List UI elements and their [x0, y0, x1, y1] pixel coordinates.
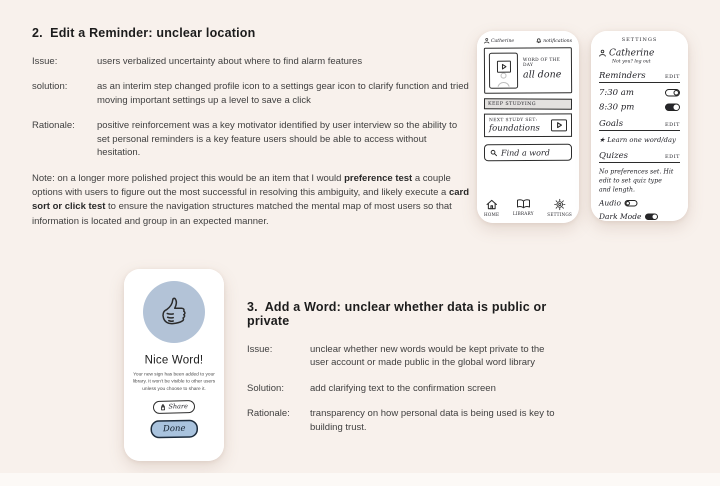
bottom-nav: [484, 199, 572, 218]
rationale-label: Rationale:: [32, 120, 75, 132]
audio-toggle[interactable]: [624, 200, 637, 207]
find-a-word-search[interactable]: [484, 144, 572, 161]
book-icon: [516, 199, 531, 210]
search-label: Find a word: [500, 147, 550, 158]
rationale-row: [247, 407, 567, 434]
next-study-label: NEXT STUDY SET:: [488, 117, 538, 123]
done-button[interactable]: [150, 420, 198, 439]
mock-confirmation-screen: [124, 269, 224, 461]
thumbs-up-badge: [143, 281, 205, 343]
issue-label: Issue:: [32, 56, 58, 67]
home-icon: [485, 199, 498, 211]
solution-text: as an interim step changed profile icon to a settings gear icon to clarify function and tried moving important settings up a level to save a click: [97, 81, 469, 106]
nav-item-home[interactable]: [484, 199, 499, 218]
magnifier-icon: [490, 149, 498, 157]
quizzes-note: No preferences set. Hit edit to set quiz type and length.: [599, 167, 674, 194]
nav-library-label: LIBRARY: [512, 211, 534, 216]
dark-mode-row: [599, 212, 680, 221]
issue-row: [32, 55, 480, 68]
thumbs-up-icon: [156, 294, 192, 330]
confirmation-heading: Nice Word!: [144, 353, 204, 366]
video-thumbnail[interactable]: [489, 53, 518, 89]
nav-item-settings[interactable]: [547, 199, 572, 218]
rationale-text: transparency on how personal data is being used is key to building trust.: [310, 408, 555, 433]
play-icon: [501, 64, 507, 70]
nav-item-library[interactable]: [513, 199, 534, 218]
reminder-row: [599, 102, 680, 112]
goals-header: [599, 119, 680, 132]
wireframe-home-screen: [477, 31, 579, 223]
rationale-label: Rationale:: [247, 408, 290, 420]
issue-row: [247, 343, 567, 370]
dark-mode-toggle[interactable]: [645, 213, 658, 220]
person-icon: [599, 49, 606, 56]
reminders-edit-button[interactable]: EDIT: [665, 74, 680, 80]
solution-row: [247, 382, 567, 395]
section-add-word: [247, 300, 567, 446]
word-of-day-label: WORD OF THE DAY: [522, 57, 561, 68]
goals-edit-button[interactable]: EDIT: [665, 122, 680, 128]
audio-row: [599, 199, 680, 208]
reminder-row: [599, 88, 680, 98]
person-icon: [484, 38, 490, 44]
next-study-set-card[interactable]: [484, 113, 572, 137]
rationale-text: positive reinforcement was a key motivator identified by user interview so the ability to set personal reminders is a key feature users should be able to access without hesitation.: [97, 120, 458, 159]
play-icon: [556, 122, 563, 129]
share-label: Share: [168, 402, 189, 411]
nav-home-label: HOME: [484, 212, 500, 217]
solution-row: [32, 80, 480, 107]
testing-note: Note: on a longer more polished project this would be an item that I would preference test a couple options with users to figure out the most successful in resolving this ambiguity, and likely execute a card sort or click test to ensure the navigation structures matched the mental map of most users so that information is located and group in an expected manner.: [32, 172, 470, 227]
reminders-label: Reminders: [599, 70, 646, 81]
logout-link[interactable]: Not you? log out: [612, 58, 651, 64]
goal-item: ★ Learn one word/day: [599, 136, 676, 144]
signer-figure-sketch: [495, 72, 512, 87]
page-bottom-edge: [0, 473, 720, 486]
solution-label: solution:: [32, 81, 68, 93]
goals-label: Goals: [599, 118, 624, 129]
profile-name: Catherine: [491, 38, 515, 44]
reminders-header: [599, 71, 680, 84]
home-topbar: [484, 38, 572, 44]
settings-profile: [599, 48, 680, 59]
solution-text: add clarifying text to the confirmation screen: [310, 382, 496, 394]
audio-label: Audio: [599, 198, 621, 208]
quizzes-edit-button[interactable]: EDIT: [665, 154, 680, 160]
notifications-chip[interactable]: [536, 38, 572, 44]
quizzes-label: Quizes: [599, 150, 629, 161]
bell-icon: [536, 38, 542, 44]
issue-text: users verbalized uncertainty about where to find alarm features: [97, 56, 363, 67]
confirmation-body: Your new sign has been added to your library. It won't be visible to other users unless you choose to share it.: [132, 371, 216, 392]
gear-icon: [553, 199, 566, 211]
share-button[interactable]: [153, 400, 195, 414]
word-of-day-status: all done: [522, 68, 562, 81]
settings-title: SETTINGS: [621, 37, 658, 43]
profile-chip[interactable]: [484, 38, 514, 44]
nav-settings-label: SETTINGS: [547, 212, 572, 217]
notifications-label: notifications: [543, 38, 572, 44]
dark-mode-label: Dark Mode: [599, 212, 642, 221]
reminder-time: 8:30 pm: [599, 102, 635, 112]
done-label: Done: [162, 423, 186, 434]
solution-label: Solution:: [247, 382, 284, 394]
section-heading: 3. Add a Word: unclear whether data is public or private: [247, 300, 551, 328]
issue-text: unclear whether new words would be kept private to the user account or made public in the global word library: [310, 344, 545, 369]
reminder-toggle[interactable]: [665, 103, 680, 111]
reminder-toggle[interactable]: [665, 89, 680, 97]
section-edit-reminder: [32, 26, 480, 229]
issue-label: Issue:: [247, 344, 273, 355]
next-study-value: foundations: [488, 122, 540, 134]
next-study-play-button[interactable]: [551, 119, 567, 131]
rationale-row: [32, 119, 480, 159]
section-heading: 2. Edit a Reminder: unclear location: [32, 26, 256, 40]
quizzes-header: [599, 151, 680, 164]
keep-studying-banner[interactable]: KEEP STUDYING: [484, 98, 572, 109]
word-of-the-day-card[interactable]: [484, 47, 572, 94]
reminder-time: 7:30 am: [599, 87, 634, 98]
share-icon: [160, 404, 166, 411]
wireframe-settings-screen: [591, 31, 688, 221]
settings-profile-name: Catherine: [609, 47, 655, 58]
